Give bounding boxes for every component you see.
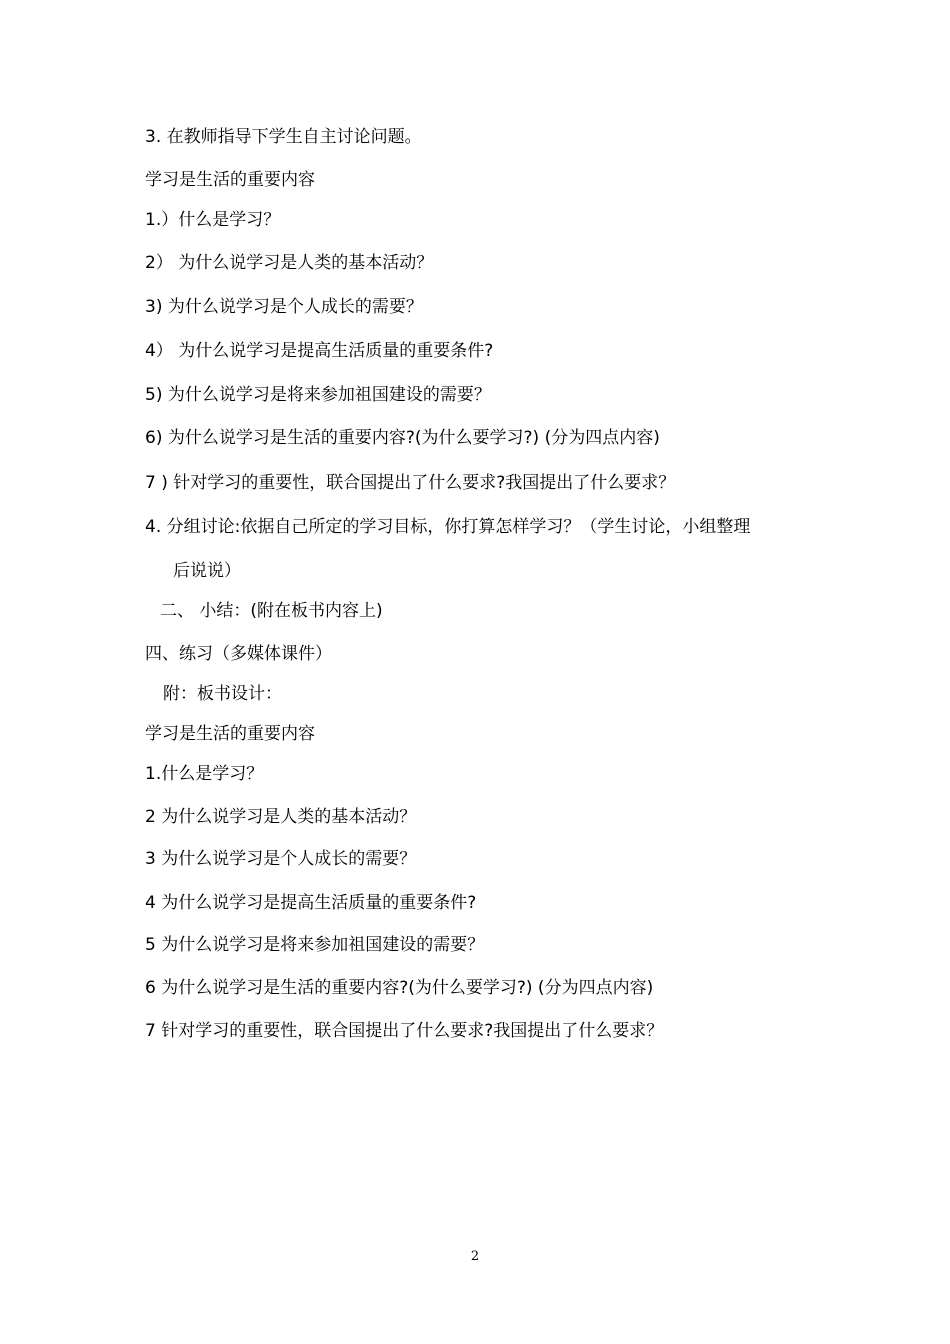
question-3: 3) 为什么说学习是个人成长的需要？ [145,297,423,317]
question-5: 5) 为什么说学习是将来参加祖国建设的需要？ [145,385,491,405]
board-item-2: 2 为什么说学习是人类的基本活动？ [145,807,417,827]
board-item-4: 4 为什么说学习是提高生活质量的重要条件? [145,893,477,913]
question-2: 2） 为什么说学习是人类的基本活动？ [145,253,434,273]
page-number: 2 [470,1249,480,1264]
question-1: 1.）什么是学习？ [145,210,281,230]
question-7: 7 ) 针对学习的重要性，联合国提出了什么要求?我国提出了什么要求？ [145,473,676,493]
board-item-6: 6 为什么说学习是生活的重要内容?(为什么要学习?) (分为四点内容) [145,978,654,998]
board-item-3: 3 为什么说学习是个人成长的需要？ [145,849,417,869]
board-item-5: 5 为什么说学习是将来参加祖国建设的需要？ [145,935,485,955]
step-4-continuation: 后说说） [173,561,241,581]
step-4-group-discussion: 4. 分组讨论:依据自己所定的学习目标，你打算怎样学习？（学生讨论，小组整理 [145,517,751,537]
board-item-7: 7 针对学习的重要性，联合国提出了什么要求?我国提出了什么要求？ [145,1021,664,1041]
summary-heading: 二、 小结：(附在板书内容上) [160,601,383,621]
board-topic-heading: 学习是生活的重要内容 [145,724,315,744]
board-design-heading: 附：板书设计： [163,684,282,704]
topic-heading: 学习是生活的重要内容 [145,170,315,190]
step-3-heading: 3. 在教师指导下学生自主讨论问题。 [145,127,422,147]
question-6: 6) 为什么说学习是生活的重要内容?(为什么要学习?) (分为四点内容) [145,428,660,448]
question-4: 4） 为什么说学习是提高生活质量的重要条件? [145,341,494,361]
board-item-1: 1.什么是学习？ [145,764,264,784]
exercise-heading: 四、练习（多媒体课件） [145,644,332,664]
